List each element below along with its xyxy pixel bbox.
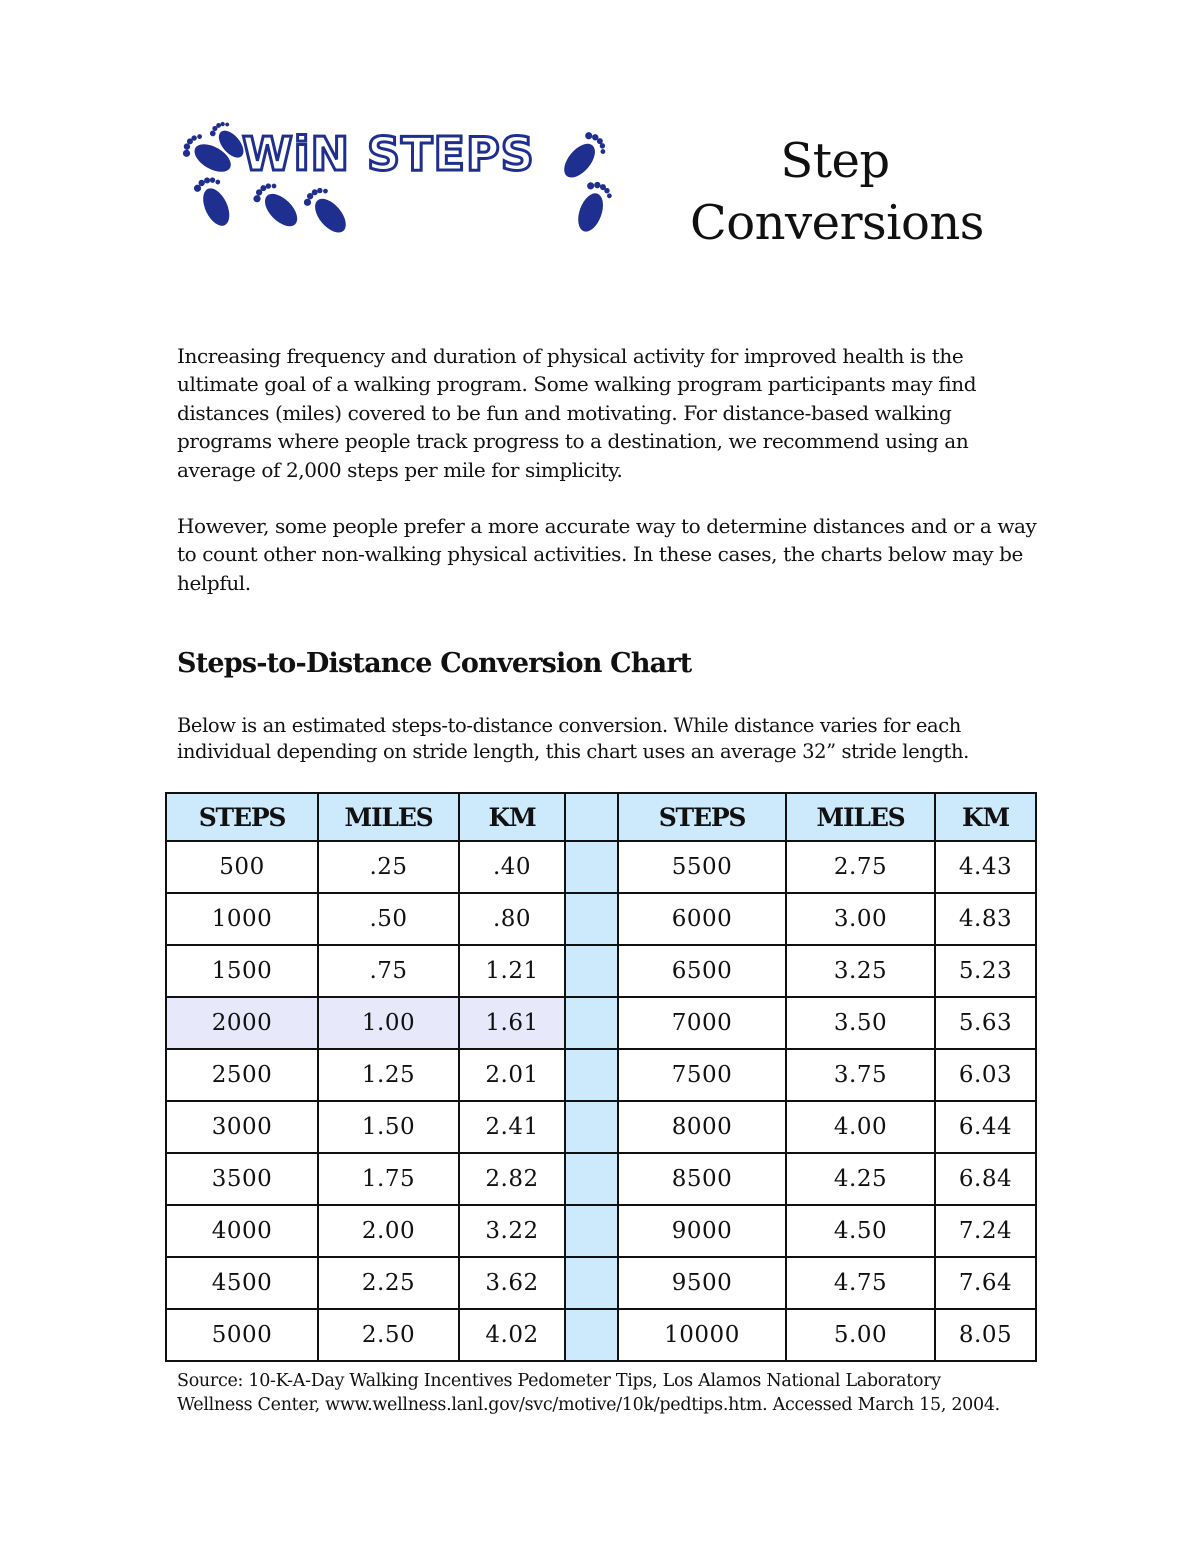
cell-km: 3.22 (459, 1205, 565, 1257)
cell-steps: 3500 (166, 1153, 318, 1205)
win-steps-logo (174, 108, 624, 243)
intro-text (177, 342, 1037, 625)
cell-steps: 6000 (618, 893, 786, 945)
title-line-1: Step (780, 133, 890, 189)
cell-km: 1.21 (459, 945, 565, 997)
page-title (690, 130, 984, 254)
table-row (166, 1205, 1036, 1257)
conversion-table (165, 792, 1037, 1362)
cell-steps: 9500 (618, 1257, 786, 1309)
cell-km: 5.23 (935, 945, 1036, 997)
cell-km: 3.62 (459, 1257, 565, 1309)
cell-km: 6.84 (935, 1153, 1036, 1205)
header-miles: MILES (318, 793, 459, 841)
cell-miles: 2.00 (318, 1205, 459, 1257)
cell-miles: 4.00 (786, 1101, 935, 1153)
cell-km: 1.61 (459, 997, 565, 1049)
column-separator (565, 945, 618, 997)
cell-km: 8.05 (935, 1309, 1036, 1361)
cell-miles: 3.00 (786, 893, 935, 945)
column-separator (565, 1205, 618, 1257)
cell-miles: 1.75 (318, 1153, 459, 1205)
column-separator (565, 1049, 618, 1101)
column-separator (565, 1257, 618, 1309)
cell-miles: 5.00 (786, 1309, 935, 1361)
cell-miles: 4.25 (786, 1153, 935, 1205)
cell-steps: 500 (166, 841, 318, 893)
source-line-1: Source: 10-K-A-Day Walking Incentives Pedometer Tips, Los Alamos National Laboratory (177, 1371, 941, 1391)
section-description: Below is an estimated steps-to-distance conversion. While distance varies for each individual depending on stride length, this chart uses an average 32” stride length. (177, 714, 969, 763)
cell-steps: 1500 (166, 945, 318, 997)
cell-km: 2.82 (459, 1153, 565, 1205)
header-km: KM (459, 793, 565, 841)
header-steps: STEPS (618, 793, 786, 841)
table-row (166, 1101, 1036, 1153)
cell-steps: 8000 (618, 1101, 786, 1153)
cell-miles: .50 (318, 893, 459, 945)
table-row (166, 1257, 1036, 1309)
table-row (166, 841, 1036, 893)
cell-km: 4.02 (459, 1309, 565, 1361)
title-line-2: Conversions (690, 195, 984, 251)
table-row (166, 1049, 1036, 1101)
cell-steps: 10000 (618, 1309, 786, 1361)
cell-steps: 3000 (166, 1101, 318, 1153)
table-row (166, 1309, 1036, 1361)
table-row (166, 893, 1036, 945)
column-separator (565, 893, 618, 945)
table-row (166, 1153, 1036, 1205)
source-line-2: Wellness Center, www.wellness.lanl.gov/svc/motive/10k/pedtips.htm. Accessed March 15, 2004. (177, 1395, 1000, 1415)
column-separator (565, 1101, 618, 1153)
cell-km: 7.64 (935, 1257, 1036, 1309)
cell-steps: 7000 (618, 997, 786, 1049)
cell-miles: 3.50 (786, 997, 935, 1049)
cell-steps: 7500 (618, 1049, 786, 1101)
intro-paragraph-1: Increasing frequency and duration of physical activity for improved health is the ultimate goal of a walking program. Some walking program participants may find distances (miles) covered to be fun and motivating. For distance-based walking programs where people track progress to a destination, we recommend using an average of 2,000 steps per mile for simplicity. (177, 344, 977, 482)
cell-steps: 4000 (166, 1205, 318, 1257)
cell-miles: 2.75 (786, 841, 935, 893)
cell-km: 4.43 (935, 841, 1036, 893)
header-miles: MILES (786, 793, 935, 841)
intro-paragraph-2: However, some people prefer a more accurate way to determine distances and or a way to count other non-walking physical activities. In these cases, the charts below may be helpful. (177, 514, 1037, 595)
table-row (166, 945, 1036, 997)
cell-steps: 5000 (166, 1309, 318, 1361)
cell-miles: 2.50 (318, 1309, 459, 1361)
cell-steps: 6500 (618, 945, 786, 997)
cell-miles: 1.50 (318, 1101, 459, 1153)
cell-steps: 2000 (166, 997, 318, 1049)
cell-miles: 1.25 (318, 1049, 459, 1101)
cell-miles: 4.50 (786, 1205, 935, 1257)
column-separator (565, 793, 618, 841)
cell-steps: 1000 (166, 893, 318, 945)
cell-km: 7.24 (935, 1205, 1036, 1257)
header-km: KM (935, 793, 1036, 841)
column-separator (565, 1309, 618, 1361)
cell-km: 2.01 (459, 1049, 565, 1101)
cell-km: 6.44 (935, 1101, 1036, 1153)
cell-km: 6.03 (935, 1049, 1036, 1101)
cell-km: 4.83 (935, 893, 1036, 945)
column-separator (565, 841, 618, 893)
column-separator (565, 1153, 618, 1205)
cell-miles: 3.25 (786, 945, 935, 997)
cell-km: 2.41 (459, 1101, 565, 1153)
source-citation (177, 1369, 1057, 1417)
cell-steps: 4500 (166, 1257, 318, 1309)
header-steps: STEPS (166, 793, 318, 841)
cell-miles: 3.75 (786, 1049, 935, 1101)
cell-steps: 9000 (618, 1205, 786, 1257)
cell-miles: 1.00 (318, 997, 459, 1049)
cell-miles: .25 (318, 841, 459, 893)
cell-km: .40 (459, 841, 565, 893)
cell-km: 5.63 (935, 997, 1036, 1049)
table-row (166, 997, 1036, 1049)
table-header-row (166, 793, 1036, 841)
cell-miles: .75 (318, 945, 459, 997)
cell-miles: 4.75 (786, 1257, 935, 1309)
column-separator (565, 997, 618, 1049)
cell-steps: 5500 (618, 841, 786, 893)
cell-steps: 2500 (166, 1049, 318, 1101)
logo-text: WiN STEPS (242, 127, 535, 181)
cell-km: .80 (459, 893, 565, 945)
cell-miles: 2.25 (318, 1257, 459, 1309)
cell-steps: 8500 (618, 1153, 786, 1205)
section-heading: Steps-to-Distance Conversion Chart (177, 648, 692, 679)
